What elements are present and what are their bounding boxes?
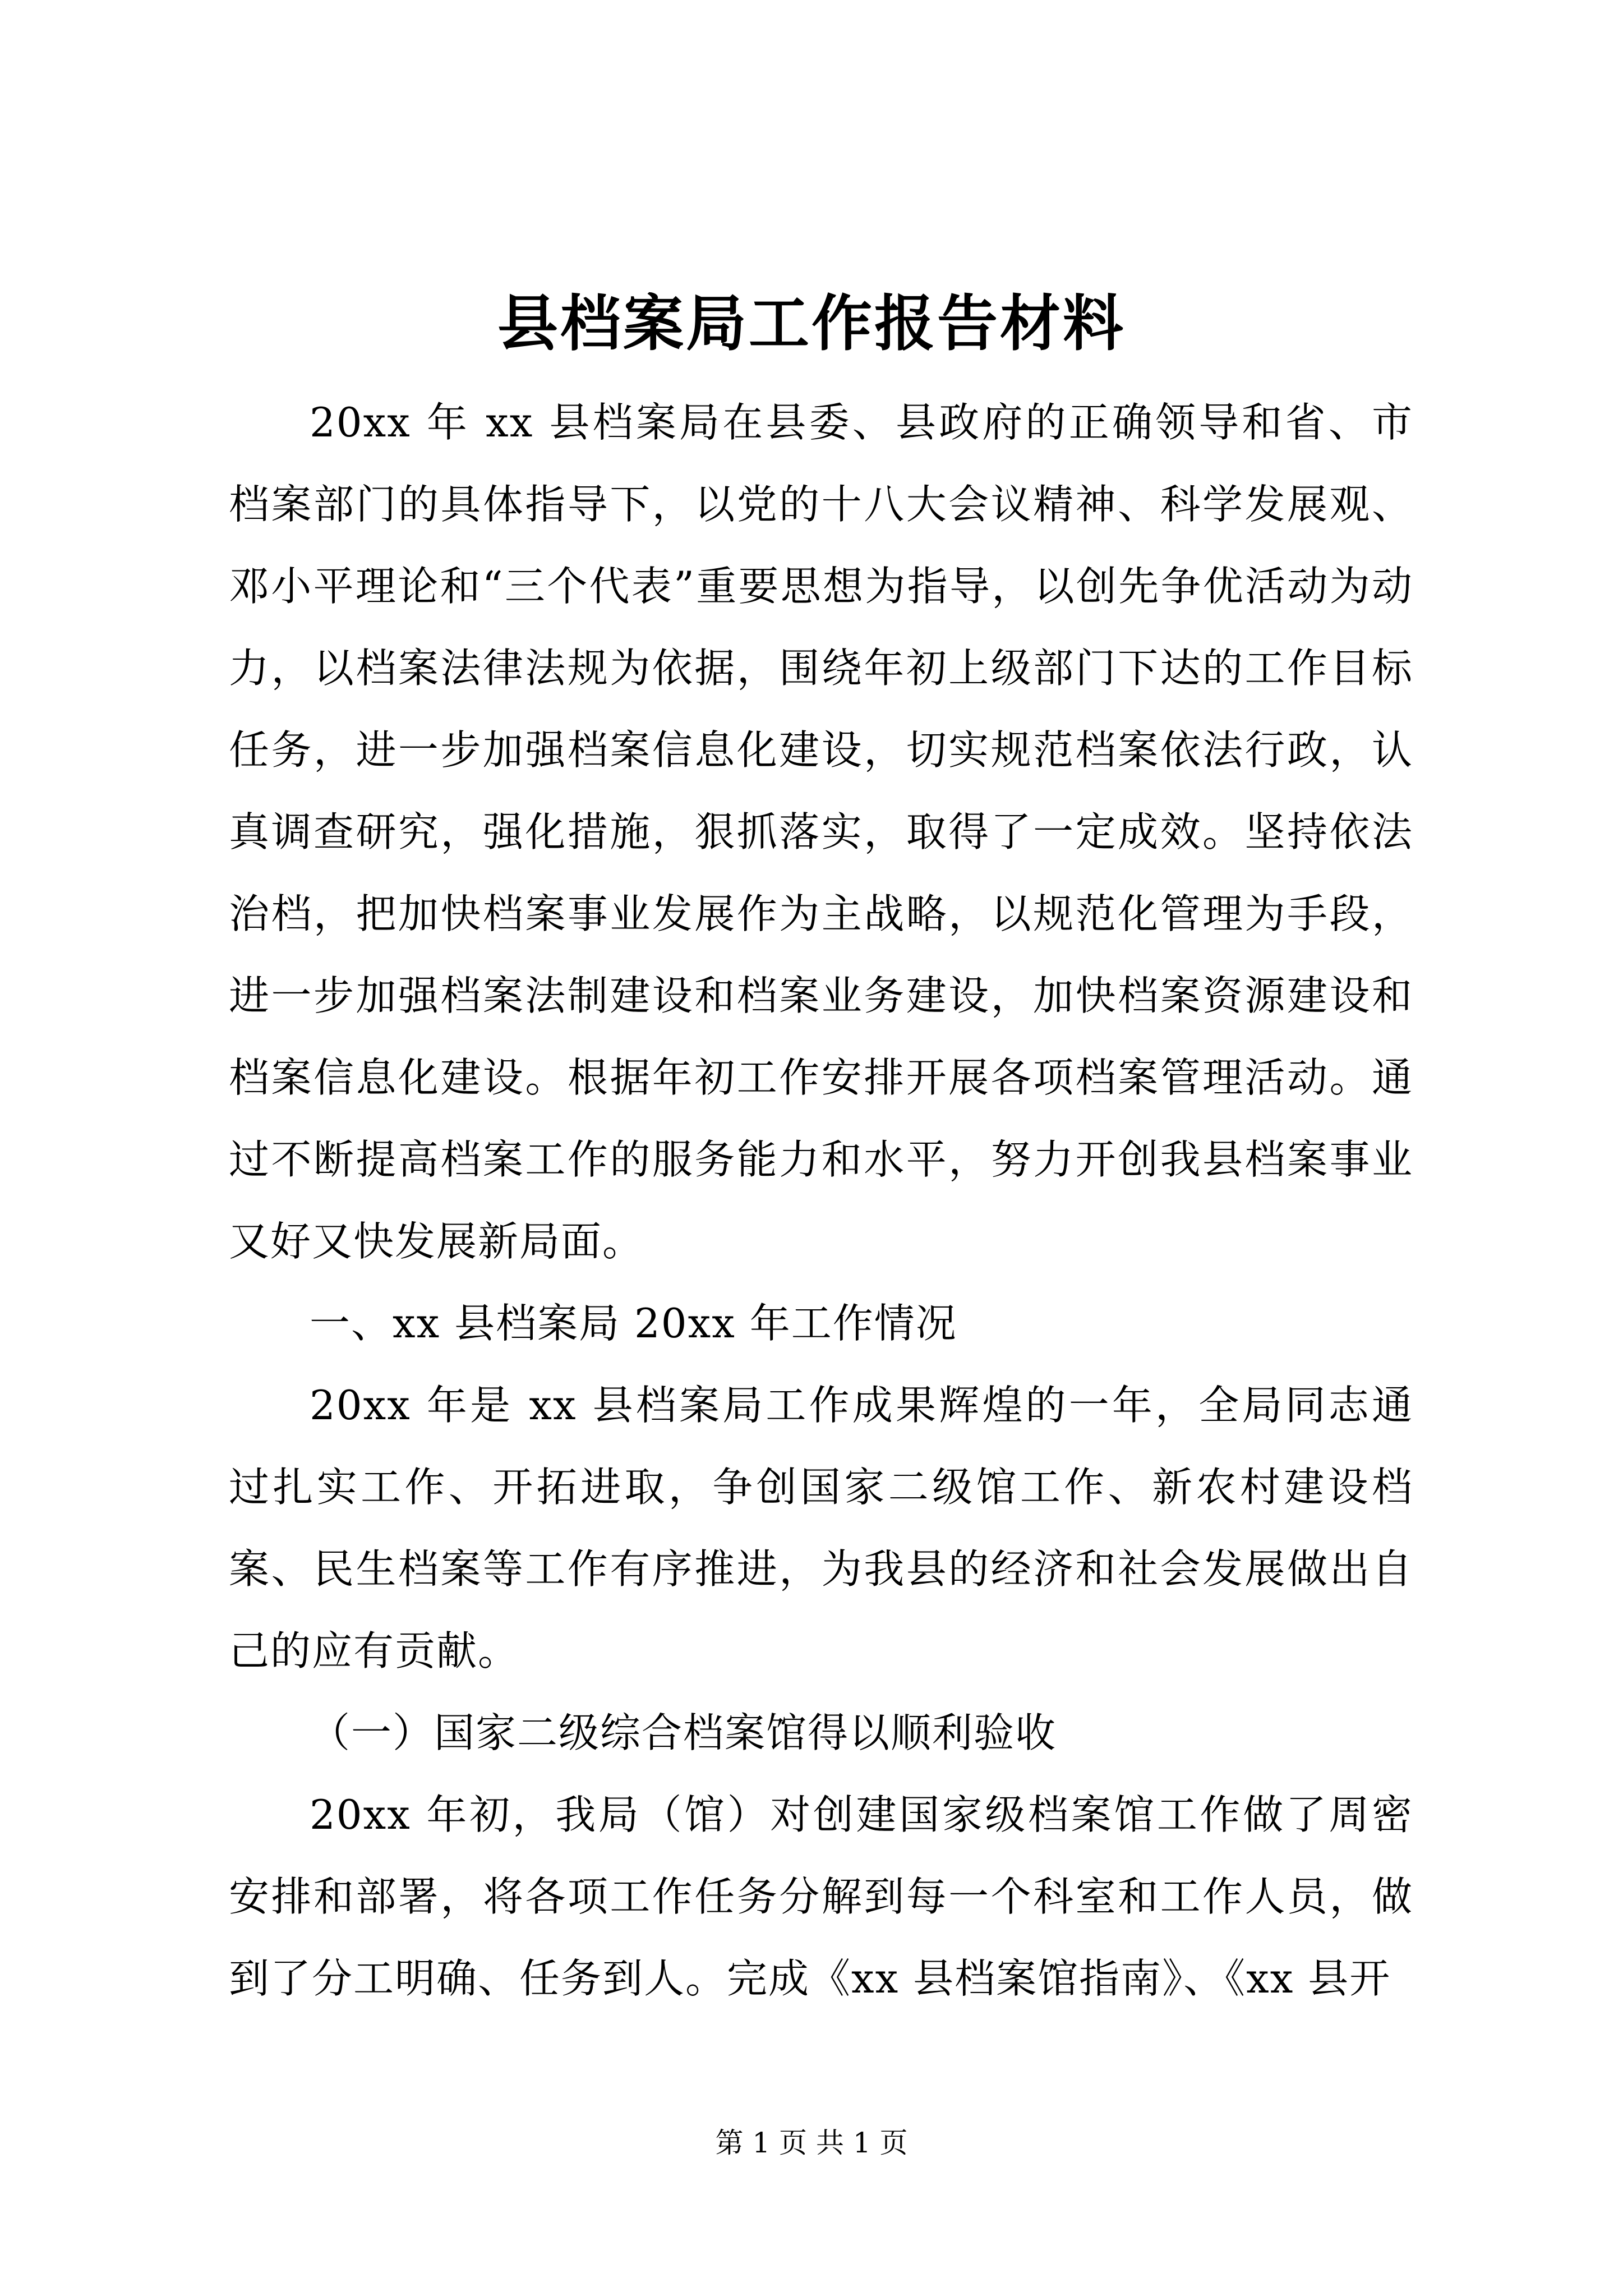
- document-title: 县档案局工作报告材料: [497, 288, 1126, 359]
- document-body: [229, 381, 1413, 2019]
- paragraph-section-1: 20xx 年是 xx 县档案局工作成果辉煌的一年，全局同志通过扎实工作、开拓进取，争创国家二级馆工作、新农村建设档案、民生档案等工作有序推进，为我县的经济和社会发展做出自己的应有贡献。: [229, 1382, 1413, 1674]
- section-heading-1: 一、xx 县档案局 20xx 年工作情况: [310, 1300, 957, 1347]
- page-footer: 第 1 页 共 1 页: [715, 2127, 908, 2159]
- paragraph-subsection-1: 20xx 年初，我局（馆）对创建国家级档案馆工作做了周密安排和部署，将各项工作任务分解到每一个科室和工作人员，做到了分工明确、任务到人。完成《xx 县档案馆指南》、《xx 县开: [229, 1791, 1413, 2002]
- paragraph-intro: 20xx 年 xx 县档案局在县委、县政府的正确领导和省、市档案部门的具体指导下，以党的十八大会议精神、科学发展观、邓小平理论和“三个代表”重要思想为指导，以创先争优活动为动力，以档案法律法规为依据，围绕年初上级部门下达的工作目标任务，进一步加强档案信息化建设，切实规范档案依法行政，认真调查研究，强化措施，狠抓落实，取得了一定成效。坚持依法治档，把加快档案事业发展作为主战略，以规范化管理为手段，进一步加强档案法制建设和档案业务建设，加快档案资源建设和档案信息化建设。根据年初工作安排开展各项档案管理活动。通过不断提高档案工作的服务能力和水平，努力开创我县档案事业又好又快发展新局面。: [229, 399, 1413, 1265]
- subsection-heading-1: （一）国家二级综合档案馆得以顺利验收: [310, 1709, 1057, 1756]
